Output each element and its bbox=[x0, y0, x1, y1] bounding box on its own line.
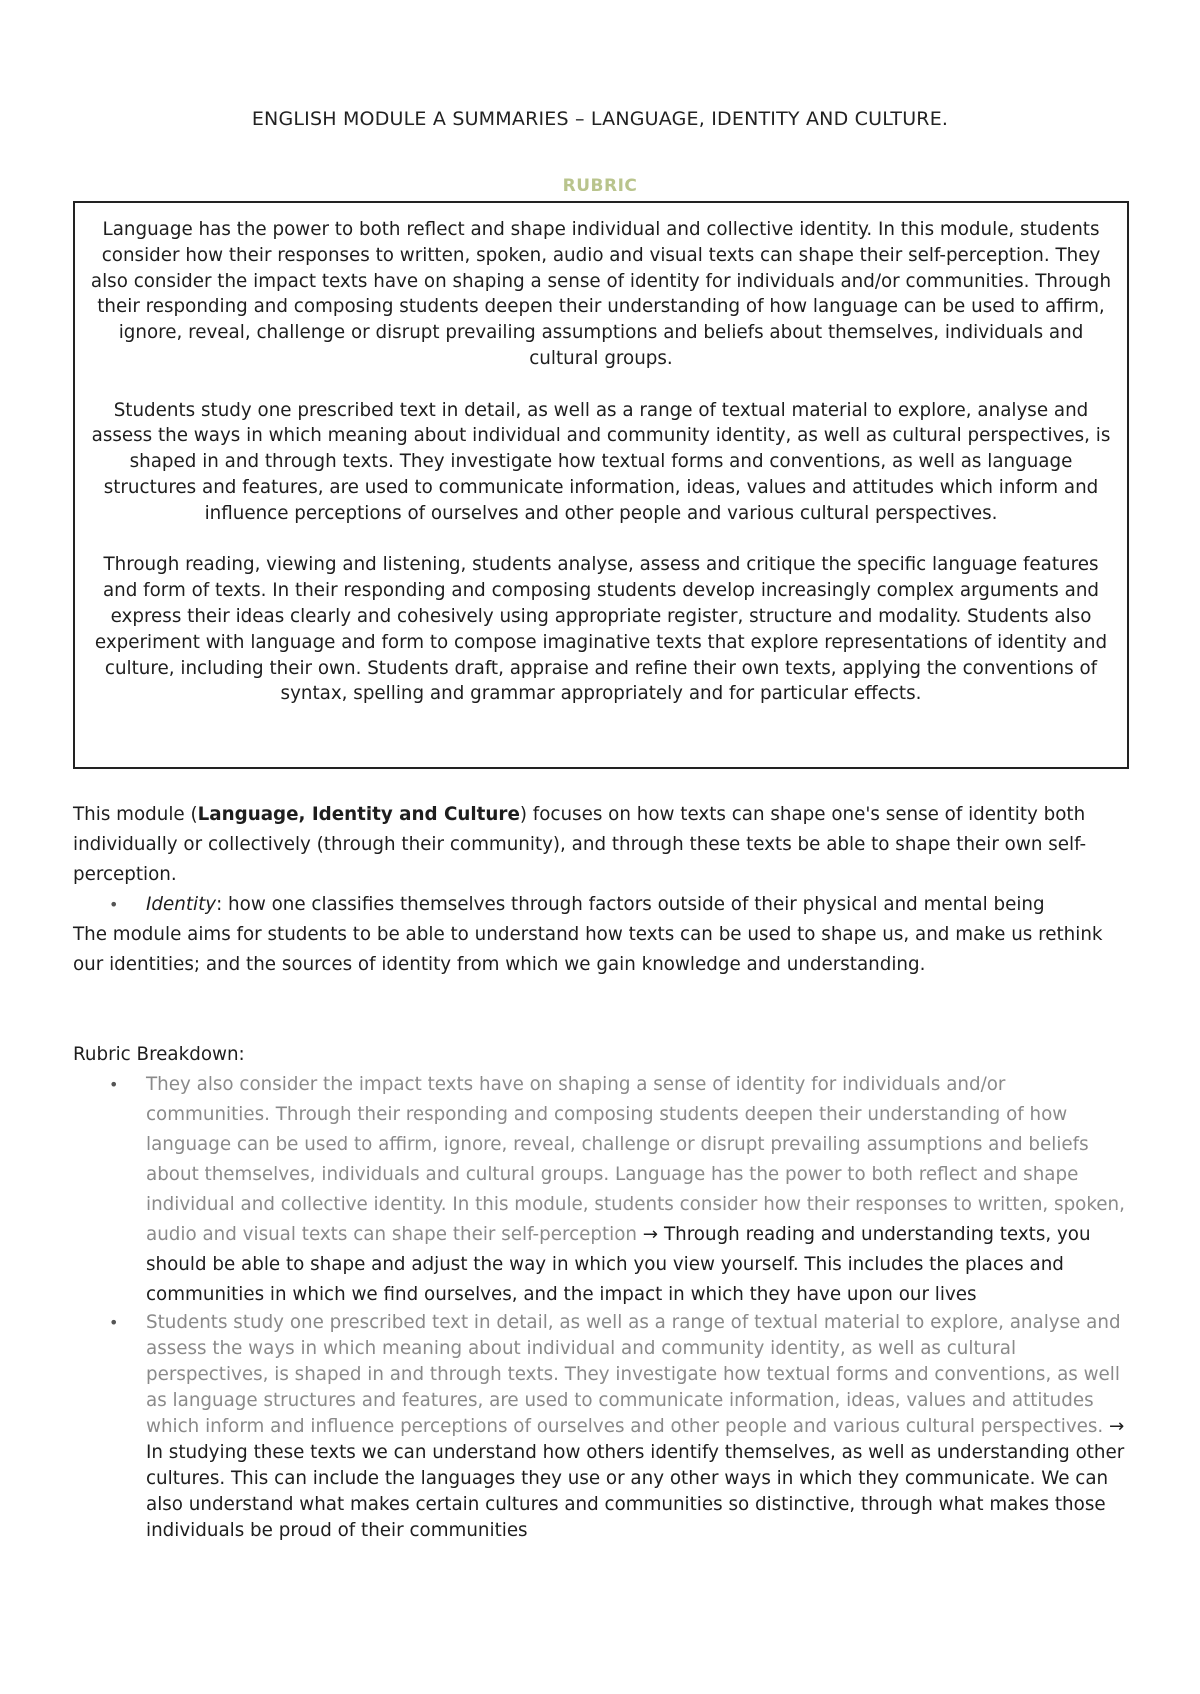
breakdown-list bbox=[73, 1070, 1133, 1544]
module-name: Language, Identity and Culture bbox=[197, 804, 520, 825]
bullet-dot-icon: • bbox=[109, 1313, 119, 1332]
module-intro bbox=[73, 800, 1133, 980]
list-item bbox=[73, 1070, 1133, 1310]
rubric-paragraph: Through reading, viewing and listening, students analyse, assess and critique the specific language features and form of texts. In their responding and composing students develop increasingly complex arguments and express their ideas clearly and cohesively using appropriate register, structure and modality. Students also experiment with language and form to compose imaginative texts that explore representations of identity and culture, including their own. Students draft, appraise and refine their own texts, applying the conventions of syntax, spelling and grammar appropriately and for particular effects. bbox=[94, 554, 1108, 705]
definition-list bbox=[73, 890, 1133, 920]
breakdown-comment: → Through reading and understanding texts, you should be able to shape and adjust the way in which you view yourself. This includes the places and communities in which we find ourselves, and the impact in which they have upon our lives bbox=[146, 1224, 1091, 1305]
breakdown-comment: → In studying these texts we can understand how others identify themselves, as well as understanding other cultures. This can include the languages they use or any other ways in which they communicate. We can also understand what makes certain cultures and communities so distinctive, through what makes those individuals be proud of their communities bbox=[146, 1416, 1125, 1541]
intro-lead: This module ( bbox=[73, 804, 198, 825]
bullet-dot-icon: • bbox=[109, 1075, 119, 1094]
rubric-box bbox=[73, 201, 1129, 769]
rubric-paragraph: Language has the power to both reflect and shape individual and collective identity. In this module, students consider how their responses to written, spoken, audio and visual texts can shape their self-perception. They also consider the impact texts have on shaping a sense of identity for individuals and/or communities. Through their responding and composing students deepen their understanding of how language can be used to affirm, ignore, reveal, challenge or disrupt prevailing assumptions and beliefs about themselves, individuals and cultural groups. bbox=[90, 219, 1112, 369]
intro-paragraph bbox=[73, 800, 1133, 890]
aims-paragraph: The module aims for students to be able to understand how texts can be used to shape us, and make us rethink our identities; and the sources of identity from which we gain knowledge and understanding. bbox=[73, 924, 1103, 975]
breakdown-label: Rubric Breakdown: bbox=[73, 1044, 245, 1065]
rubric-heading: RUBRIC bbox=[562, 176, 638, 196]
bullet-dot-icon: • bbox=[109, 895, 119, 914]
rubric-breakdown bbox=[73, 1040, 1133, 1544]
document-title: ENGLISH MODULE A SUMMARIES – LANGUAGE, IDENTITY AND CULTURE. bbox=[251, 108, 949, 130]
definition-text: : how one classifies themselves through factors outside of their physical and mental being bbox=[216, 894, 1045, 915]
list-item bbox=[73, 1310, 1133, 1544]
definition-term: Identity bbox=[146, 894, 217, 915]
list-item bbox=[73, 890, 1133, 920]
rubric-quote: They also consider the impact texts have on shaping a sense of identity for individuals and/or communities. Through their responding and composing students deepen their understanding of how language can be used to affirm, ignore, reveal, challenge or disrupt prevailing assumptions and beliefs about themselves, individuals and cultural groups. Language has the power to both reflect and shape individual and collective identity. In this module, students consider how their responses to written, spoken, audio and visual texts can shape their self-perception bbox=[146, 1074, 1125, 1245]
rubric-quote: Students study one prescribed text in detail, as well as a range of textual material to explore, analyse and assess the ways in which meaning about individual and community identity, as well as cultural perspectives, is shaped in and through texts. They investigate how textual forms and conventions, as well as language structures and features, are used to communicate information, ideas, values and attitudes which inform and influence perceptions of ourselves and other people and various cultural perspectives. bbox=[146, 1312, 1121, 1437]
rubric-paragraph: Students study one prescribed text in detail, as well as a range of textual material to explore, analyse and assess the ways in which meaning about individual and community identity, as well as cultural perspectives, is shaped in and through texts. They investigate how textual forms and conventions, as well as language structures and features, are used to communicate information, ideas, values and attitudes which inform and influence perceptions of ourselves and other people and various cultural perspectives. bbox=[91, 399, 1111, 524]
intro-rest: ) focuses on how texts can shape one's sense of identity both individually or collectively (through their community), and through these texts be able to shape their own self-perception. bbox=[73, 804, 1087, 885]
